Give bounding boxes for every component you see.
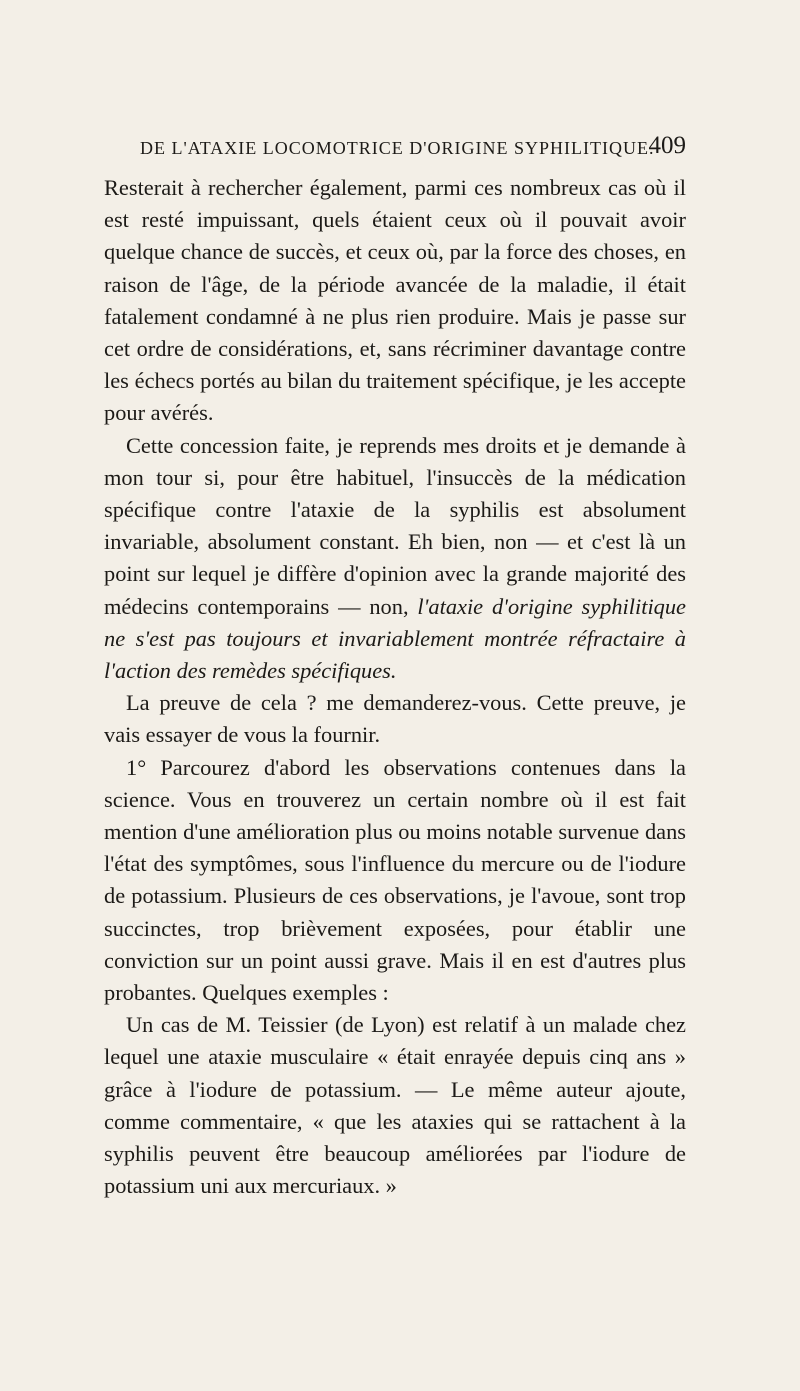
paragraph-2-text: Cette concession faite, je reprends mes droits et je demande à mon tour si, pour être habituel, l'insuccès de la médication spécifique contre l'ataxie de la syphilis est absolument invariable, absolument constant. Eh bien, non — et c'est là un point sur lequel je diffère d'opinion avec la grande majorité des médecins contemporains — non,	[104, 432, 686, 619]
paragraph-5: Un cas de M. Teissier (de Lyon) est relatif à un malade chez lequel une ataxie musculaire « était enrayée depuis cinq ans » grâce à l'iodure de potassium. — Le même auteur ajoute, comme commentaire, « que les ataxies qui se rattachent à la syphilis peuvent être beaucoup améliorées par l'iodure de potassium uni aux mercuriaux. »	[104, 1012, 686, 1199]
body-text	[104, 172, 686, 1203]
page-number: 409	[648, 132, 686, 159]
paragraph-3: La preuve de cela ? me demanderez-vous. Cette preuve, je vais essayer de vous la fournir.	[104, 690, 686, 748]
paragraph-4: 1° Parcourez d'abord les observations contenues dans la science. Vous en trouverez un certain nombre où il est fait mention d'une amélioration plus ou moins notable survenue dans l'état des symptômes, sous l'influence du mercure ou de l'iodure de potassium. Plusieurs de ces observations, je l'avoue, sont trop succinctes, trop brièvement exposées, pour établir une conviction sur un point aussi grave. Mais il en est d'autres plus probantes. Quelques exemples :	[104, 754, 686, 1006]
running-title: DE L'ATAXIE LOCOMOTRICE D'ORIGINE SYPHILITIQUE.	[140, 138, 655, 158]
paragraph-1: Resterait à rechercher également, parmi ces nombreux cas où il est resté impuissant, quels étaient ceux où il pouvait avoir quelque chance de succès, et ceux où, par la force des choses, en raison de l'âge, de la période avancée de la maladie, il était fatalement condamné à ne plus rien produire. Mais je passe sur cet ordre de considérations, et, sans récriminer davantage contre les échecs portés au bilan du traitement spécifique, je les accepte pour avérés.	[104, 175, 686, 426]
running-header	[104, 128, 686, 172]
paragraph-2-italic-statement: l'ataxie d'origine syphilitique ne s'est pas toujours et invariablement montrée réfractaire à l'action des remèdes spécifiques.	[104, 593, 686, 684]
paragraph-2	[104, 430, 686, 688]
book-page	[104, 128, 686, 1203]
